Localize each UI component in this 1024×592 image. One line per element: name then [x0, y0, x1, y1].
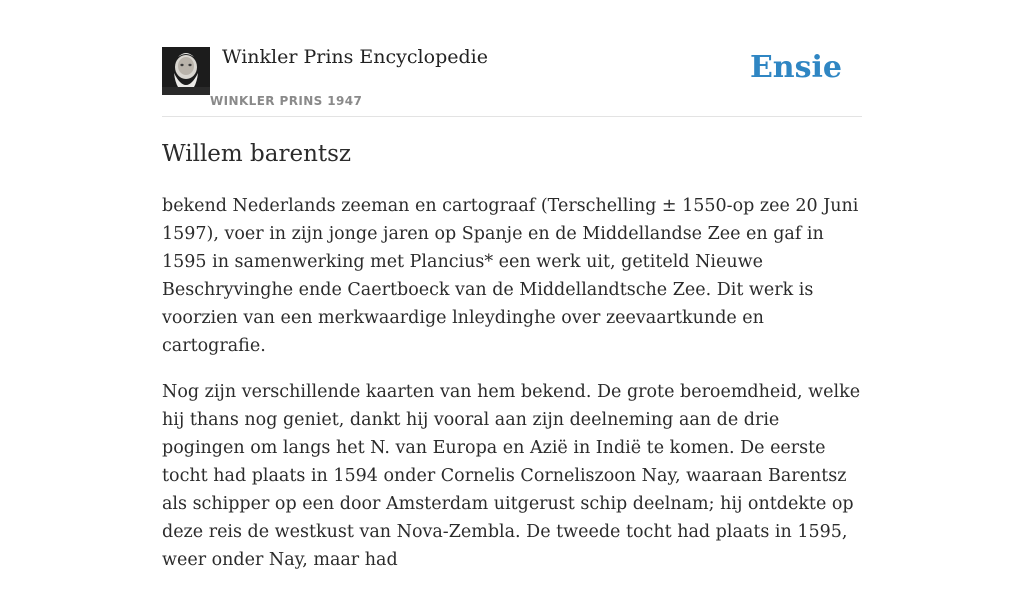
article-paragraph-1: bekend Nederlands zeeman en cartograaf (Terschelling ± 1550-op zee 20 Juni 1597), voer in zijn jonge jaren op Spanje en de Middellandse Zee en gaf in 1595 in samenwerking met Plancius* een werk uit, getiteld Nieuwe Beschryvinghe ende Caertboeck van de Middellandtsche Zee. Dit werk is voorzien van een merkwaardige lnleydinghe over zeevaartkunde en cartografie.: [162, 196, 859, 356]
site-name[interactable]: Winkler Prins Encyclopedie: [222, 46, 488, 68]
article-title: Willem barentsz: [162, 141, 352, 167]
source-label[interactable]: WINKLER PRINS 1947: [210, 94, 363, 108]
avatar[interactable]: [162, 47, 210, 95]
bearded-portrait-icon: [162, 47, 210, 95]
site-header: [162, 0, 862, 117]
ensie-logo[interactable]: Ensie: [749, 50, 842, 85]
article-body: [162, 192, 862, 592]
article-paragraph-2: Nog zijn verschillende kaarten van hem bekend. De grote beroemdheid, welke hij thans nog geniet, dankt hij vooral aan zijn deelneming aan de drie pogingen om langs het N. van Europa en Azië in Indië te komen. De eerste tocht had plaats in 1594 onder Cornelis Corneliszoon Nay, waaraan Barentsz als schipper op een door Amsterdam uitgerust schip deelnam; hij ontdekte op deze reis de westkust van Nova-Zembla. De tweede tocht had plaats in 1595, weer onder Nay, maar had: [162, 382, 861, 570]
page-container: [162, 0, 862, 570]
